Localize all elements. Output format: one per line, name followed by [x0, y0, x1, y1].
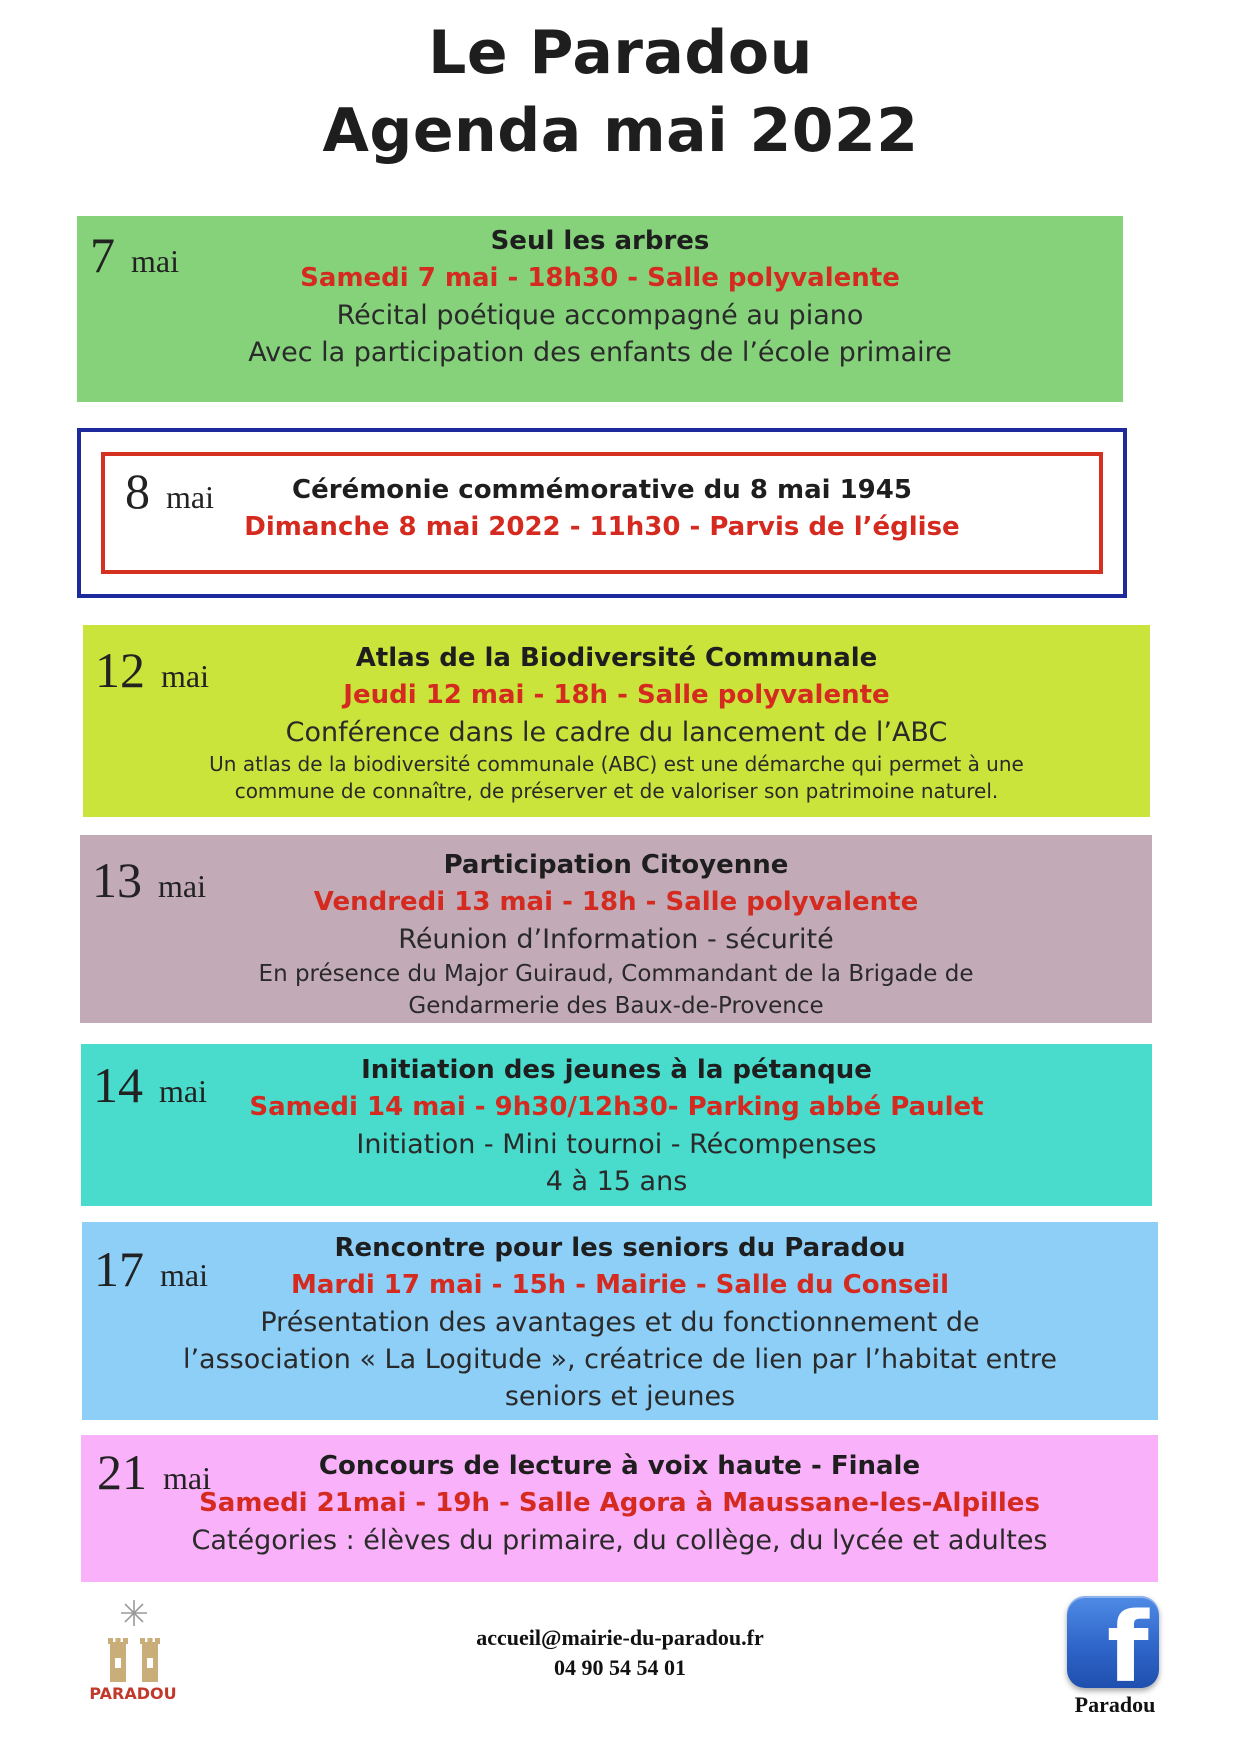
event-day: 12	[95, 642, 145, 698]
event-schedule: Samedi 21mai - 19h - Salle Agora à Maussane-les-Alpilles	[199, 1488, 1040, 1518]
event-day: 14	[93, 1057, 143, 1113]
event-month: mai	[166, 479, 214, 515]
event-description: l’association « La Logitude », créatrice de lien par l’habitat entre	[182, 1344, 1058, 1375]
event-note: commune de connaître, de préserver et de valoriser son patrimoine naturel.	[234, 779, 999, 803]
page-title-town: Le Paradou	[428, 18, 813, 88]
event-month: mai	[158, 868, 206, 904]
event-note: En présence du Major Guiraud, Commandant de la Brigade de	[258, 961, 974, 987]
event-day: 13	[92, 852, 142, 908]
event-description: Présentation des avantages et du fonctionnement de	[260, 1307, 980, 1338]
event-title: Concours de lecture à voix haute - Finale	[318, 1451, 921, 1481]
event-card-14-mai	[81, 1044, 1152, 1206]
event-inner-frame	[101, 452, 1103, 574]
email-address[interactable]: accueil@mairie-du-paradou.fr	[476, 1625, 764, 1650]
event-description: Récital poétique accompagné au piano	[336, 300, 864, 331]
event-card-12-mai	[83, 625, 1150, 817]
page-title-agenda: Agenda mai 2022	[322, 96, 919, 166]
event-month: mai	[160, 1257, 208, 1293]
event-note: Gendarmerie des Baux-de-Provence	[408, 993, 824, 1019]
event-note: Un atlas de la biodiversité communale (ABC) est une démarche qui permet à une	[209, 752, 1024, 776]
facebook-label: Paradou	[1074, 1692, 1156, 1717]
event-day: 7	[90, 227, 115, 283]
facebook-icon[interactable]: f	[1067, 1596, 1159, 1688]
event-month: mai	[163, 1460, 211, 1496]
event-schedule: Vendredi 13 mai - 18h - Salle polyvalente	[313, 887, 919, 917]
event-title: Rencontre pour les seniors du Paradou	[334, 1233, 906, 1263]
event-title: Cérémonie commémorative du 8 mai 1945	[292, 475, 912, 505]
event-description: Catégories : élèves du primaire, du collège, du lycée et adultes	[191, 1525, 1048, 1556]
event-schedule: Jeudi 12 mai - 18h - Salle polyvalente	[343, 680, 890, 710]
event-month: mai	[159, 1073, 207, 1109]
event-card-8-mai	[77, 428, 1127, 598]
event-title: Seul les arbres	[490, 226, 710, 256]
event-month: mai	[161, 658, 209, 694]
event-schedule: Mardi 17 mai - 15h - Mairie - Salle du Conseil	[290, 1270, 949, 1300]
event-month: mai	[131, 243, 179, 279]
event-title: Atlas de la Biodiversité Communale	[355, 643, 878, 673]
event-schedule: Dimanche 8 mai 2022 - 11h30 - Parvis de l’église	[244, 512, 960, 542]
event-title: Participation Citoyenne	[443, 850, 789, 880]
event-day: 21	[97, 1444, 147, 1500]
event-schedule: Samedi 14 mai - 9h30/12h30- Parking abbé Paulet	[249, 1092, 984, 1122]
event-description: Initiation - Mini tournoi - Récompenses	[356, 1129, 877, 1160]
event-description: seniors et jeunes	[504, 1381, 736, 1412]
phone-number: 04 90 54 54 01	[554, 1655, 686, 1680]
event-description: Réunion d’Information - sécurité	[398, 924, 834, 955]
event-schedule: Samedi 7 mai - 18h30 - Salle polyvalente	[300, 263, 900, 293]
event-day: 8	[125, 463, 150, 519]
event-description: Conférence dans le cadre du lancement de l’ABC	[285, 717, 948, 748]
event-card-7-mai	[77, 216, 1123, 402]
event-card-21-mai	[81, 1435, 1158, 1582]
event-card-17-mai	[82, 1222, 1158, 1420]
event-title: Initiation des jeunes à la pétanque	[361, 1055, 872, 1085]
logo-text: PARADOU	[89, 1684, 177, 1703]
event-description: Avec la participation des enfants de l’école primaire	[248, 337, 952, 368]
event-description: 4 à 15 ans	[545, 1166, 688, 1197]
event-day: 17	[94, 1241, 144, 1297]
event-card-13-mai	[80, 835, 1152, 1023]
